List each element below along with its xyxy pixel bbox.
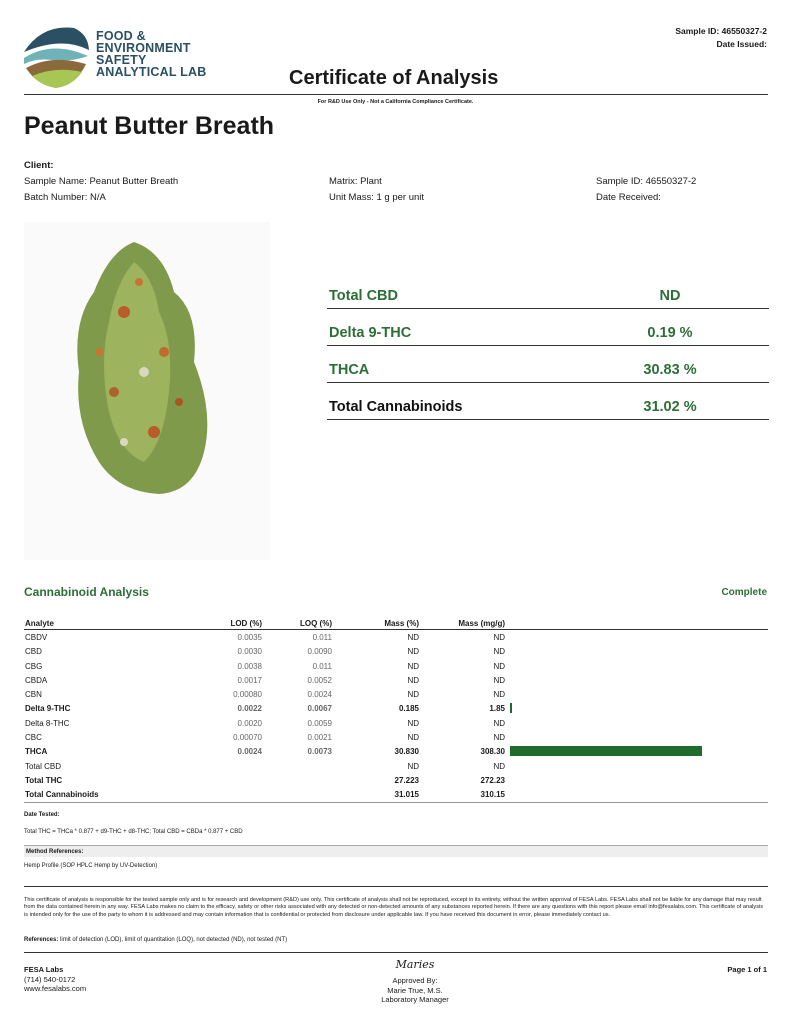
cell-mass: ND — [407, 661, 419, 671]
client-info — [24, 158, 178, 206]
company-phone: (714) 540-0172 — [24, 974, 76, 984]
cell-analyte: Total CBD — [25, 761, 62, 771]
cell-loq: 0.011 — [312, 633, 332, 642]
summary-value: 31.02 % — [643, 399, 697, 415]
sample-title: Peanut Butter Breath — [24, 112, 275, 140]
header-meta — [675, 25, 767, 51]
table-row — [24, 644, 768, 658]
header-date-issued: Date Issued: — [716, 39, 767, 49]
cell-analyte: Total Cannabinoids — [25, 790, 99, 800]
approved-by-label: Approved By: — [392, 976, 438, 985]
cell-lod: 0.0017 — [237, 675, 262, 685]
company-website: www.fesalabs.com — [24, 984, 87, 993]
cell-analyte: THCA — [25, 747, 48, 757]
method-references-bar — [24, 845, 768, 857]
lab-name — [96, 30, 206, 78]
cell-analyte: CBC — [25, 733, 42, 743]
cell-mg: ND — [493, 647, 505, 657]
summary-label: Delta 9-THC — [329, 325, 412, 341]
summary-value: 30.83 % — [643, 362, 697, 378]
cell-analyte: CBDA — [25, 675, 48, 685]
cell-mg: ND — [493, 633, 505, 642]
header-mg: Mass (mg/g) — [458, 619, 505, 628]
date-received-line: Date Received: — [596, 192, 661, 203]
total-formula: Total THC = THCa * 0.877 + d9-THC + d8-THC; Total CBD = CBDa * 0.877 + CBD — [24, 829, 243, 835]
unit-mass-line: Unit Mass: 1 g per unit — [329, 192, 425, 203]
header-mass: Mass (%) — [384, 619, 419, 628]
table-row — [24, 716, 768, 730]
cell-loq: 0.0052 — [307, 675, 332, 685]
sample-id-line: Sample ID: 46550327-2 — [596, 176, 697, 187]
cell-mass: ND — [407, 647, 419, 657]
cell-mg: 1.85 — [489, 704, 505, 714]
date-tested: Date Tested: — [24, 812, 60, 818]
page-number: Page 1 of 1 — [727, 965, 767, 974]
table-row — [24, 687, 768, 701]
lab-name-line: ANALYTICAL LAB — [96, 65, 207, 79]
table-header — [24, 616, 768, 630]
cell-mass: 31.015 — [394, 790, 419, 800]
rnd-notice: For R&D Use Only - Not a California Compliance Certificate. — [317, 99, 474, 105]
summary-row — [327, 309, 769, 346]
table-row — [24, 787, 768, 801]
table-row — [24, 730, 768, 744]
lab-name-line: SAFETY — [96, 53, 147, 67]
summary-value: ND — [659, 288, 681, 304]
summary-label: Total Cannabinoids — [329, 399, 463, 415]
cell-mg: ND — [493, 690, 505, 700]
cell-mass: 0.185 — [398, 704, 419, 714]
cell-loq: 0.0021 — [307, 733, 332, 743]
cell-analyte: Delta 9-THC — [25, 704, 71, 714]
table-bottom-rule — [24, 802, 768, 803]
table-row — [24, 759, 768, 773]
cell-mg: ND — [493, 761, 505, 771]
lab-name-line: ENVIRONMENT — [96, 41, 191, 55]
cell-mass: ND — [407, 690, 419, 700]
cell-lod: 0.0030 — [237, 647, 262, 657]
disclaimer: This certificate of analysis is responsible for the tested sample only and is for research and development (R&D) use only. This certificate of analysis shall not be reproduced, except in its entirety, without the written approval of FESA Labs. FESA Labs shall not be liable for any damage that may result from the data contained herein in any way. FESA Labs makes no claim to the efficacy, safety or other risks associated with any detected or non-detected amounts of any substances reported herein. If there are any questions with this report please email info@fesalabs.com. This certificate of analysis is intended only for the use of the party to whom it is addressed and may contain information that is confidential or protected from disclosure under applicable law. If you have received this document in error, please immediately contact us. — [24, 897, 764, 918]
cell-lod: 0.0035 — [237, 633, 262, 642]
summary-row — [327, 346, 769, 383]
table-row — [24, 744, 768, 758]
cell-mass: ND — [407, 733, 419, 743]
mass-bar — [510, 746, 702, 756]
mass-bar — [510, 703, 512, 713]
cell-mass: ND — [407, 718, 419, 728]
summary-value: 0.19 % — [647, 325, 693, 341]
lab-name-line: FOOD & — [96, 29, 146, 43]
client-label: Client: — [24, 160, 54, 171]
references — [24, 937, 287, 943]
cell-mg: ND — [493, 718, 505, 728]
cell-loq: 0.0090 — [307, 647, 332, 657]
cell-mg: ND — [493, 733, 505, 743]
cell-loq: 0.0024 — [307, 690, 332, 700]
table-row — [24, 630, 768, 644]
cell-mass: 27.223 — [394, 775, 419, 785]
header-analyte: Analyte — [25, 619, 54, 628]
divider — [24, 952, 768, 953]
cell-mass: ND — [407, 675, 419, 685]
table-body — [24, 630, 768, 802]
divider — [24, 886, 768, 887]
references-label: References: — [24, 937, 59, 943]
header-sample-id: Sample ID: 46550327-2 — [675, 26, 767, 36]
cell-loq: 0.0067 — [307, 704, 332, 714]
cell-mg: ND — [493, 661, 505, 671]
header-loq: LOQ (%) — [300, 619, 332, 628]
summary-label: Total CBD — [329, 288, 399, 304]
analysis-status: Complete — [721, 587, 767, 598]
approver-name: Marie True, M.S. — [387, 985, 443, 995]
cell-analyte: CBD — [25, 647, 42, 657]
cell-mass: 30.830 — [394, 747, 419, 757]
cell-analyte: CBN — [25, 690, 42, 700]
cell-analyte: CBG — [25, 661, 43, 671]
company-name: FESA Labs — [24, 965, 64, 974]
batch-number-line: Batch Number: N/A — [24, 192, 106, 203]
document-title: Certificate of Analysis — [289, 67, 499, 89]
cell-lod: 0.00080 — [233, 690, 262, 700]
cell-lod: 0.00070 — [233, 733, 262, 743]
summary-row — [327, 272, 769, 309]
table-row — [24, 701, 768, 715]
cell-loq: 0.011 — [312, 661, 332, 671]
table-row — [24, 673, 768, 687]
cell-lod: 0.0038 — [237, 661, 262, 671]
cell-mg: 272.23 — [480, 775, 505, 785]
cell-loq: 0.0073 — [307, 747, 332, 757]
cell-lod: 0.0022 — [237, 704, 262, 714]
cell-lod: 0.0024 — [237, 747, 262, 757]
table-row — [24, 773, 768, 787]
references-text: limit of detection (LOD), limit of quantitation (LOQ), not detected (ND), not tested (NT) — [58, 937, 288, 943]
analysis-title: Cannabinoid Analysis — [24, 585, 149, 599]
cell-lod: 0.0020 — [237, 718, 262, 728]
product-photo — [24, 222, 270, 560]
sample-name-line: Sample Name: Peanut Butter Breath — [24, 176, 179, 187]
analysis-table — [24, 616, 768, 803]
cell-analyte: CBDV — [25, 633, 48, 642]
matrix-line: Matrix: Plant — [329, 176, 382, 187]
footer-company — [24, 965, 86, 994]
cell-mg: 310.15 — [480, 790, 505, 800]
header-divider — [24, 94, 768, 95]
cannabinoid-summary — [327, 272, 769, 420]
table-row — [24, 659, 768, 673]
cell-loq: 0.0059 — [307, 718, 332, 728]
sample-id-info — [596, 174, 696, 206]
method-line: Hemp Profile (SOP HPLC Hemp by UV-Detection) — [24, 863, 158, 869]
cell-analyte: Total THC — [25, 775, 63, 785]
cell-mass: ND — [407, 761, 419, 771]
cell-analyte: Delta 8-THC — [25, 718, 70, 728]
signature: Maries — [395, 958, 435, 971]
approval-block — [340, 960, 490, 1005]
matrix-info — [329, 174, 424, 206]
header-lod: LOD (%) — [230, 619, 262, 628]
summary-row-total — [327, 383, 769, 420]
summary-label: THCA — [329, 362, 370, 378]
cell-mass: ND — [407, 633, 419, 642]
cell-mg: ND — [493, 675, 505, 685]
method-references-label: Method References: — [26, 849, 84, 855]
cell-mg: 308.30 — [480, 747, 505, 757]
approver-title: Laboratory Manager — [381, 995, 449, 1004]
